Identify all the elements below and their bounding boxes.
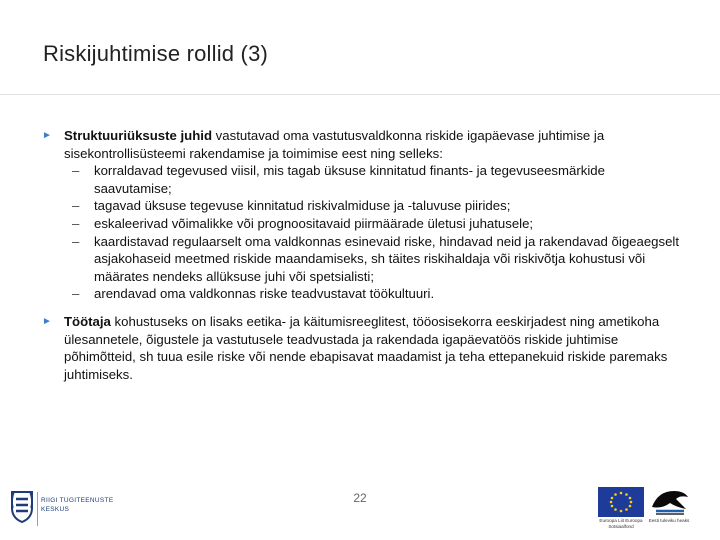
sub-item-text: kaardistavad regulaarselt oma valdkonnas esinevaid riske, hindavad neid ja rakendavad õigeaegselt asjakohaseid meetmed riskide maandamiseks, sh täites riskihaldaja või riskivõtja kohustusi või määrates nendeks allüksuse juhi või spetsialisti; [94,233,680,284]
dash-icon: – [72,163,80,179]
page-number: 22 [353,491,367,505]
triangle-bullet-icon: ► [42,315,52,327]
dash-icon: – [72,198,80,214]
slide-content [42,127,682,383]
dash-icon: – [72,233,80,249]
sub-item [72,233,682,286]
sub-item-text: eskaleerivad võimalikke või prognoositavaid piirmäärade ületusi juhatusele; [94,215,534,231]
coat-of-arms-icon [10,490,34,529]
sub-item [72,215,682,233]
organisation-logo-text: RIIGI TUGITEENUSTE KESKUS [41,497,114,513]
dash-icon: – [72,286,80,302]
dash-icon: – [72,215,80,231]
slide-title: Riskijuhtimise rollid (3) [43,41,269,66]
sub-item-text: tagavad üksuse tegevuse kinnitatud riskivalmiduse ja -taluvuse piirides; [94,198,511,214]
bullet-text: kohustuseks on lisaks eetika- ja käitumisreeglitest, tööosisekorra eeskirjadest ning ametikoha ülesannetele, õigustele ja vastutusele teadvustada ja rakendada igapäevatöös riskide juhtimise põhimõtteid, sh tuua esile riske või nende ebapisavat maadamist ja teha ettepanekuid riskide paremaks juhtimiseks. [64,313,668,382]
sub-item [72,285,682,303]
logo-divider [37,492,38,526]
swallow-caption: Eesti tuleviku heaks [648,518,690,523]
eu-flag-icon [598,487,644,522]
bullet-item [42,127,682,303]
bullet-bold-lead: Struktuuriüksuste juhid [64,128,213,143]
bullet-text: vastutavad oma vastutusvaldkonna riskide igapäevase juhtimise ja sisekontrollisüsteemi rakendamise ja toimimise eest ning selleks: [64,128,605,161]
bullet-bold-lead: Töötaja [64,313,111,329]
sub-item-text: korraldavad tegevused viisil, mis tagab üksuse kinnitatud finants- ja tegevuseesmärkide saavutamise; [94,163,605,196]
title-divider [0,94,720,95]
sub-item [72,162,682,197]
sub-item-text: arendavad oma valdkonnas riske teadvustavat töökultuuri. [94,286,435,302]
swallow-logo-icon [648,485,690,522]
bullet-item [42,313,682,383]
eu-caption: Euroopa Liit Euroopa Sotsiaalfond [599,518,643,529]
triangle-bullet-icon: ► [42,130,52,141]
sub-item [72,197,682,215]
